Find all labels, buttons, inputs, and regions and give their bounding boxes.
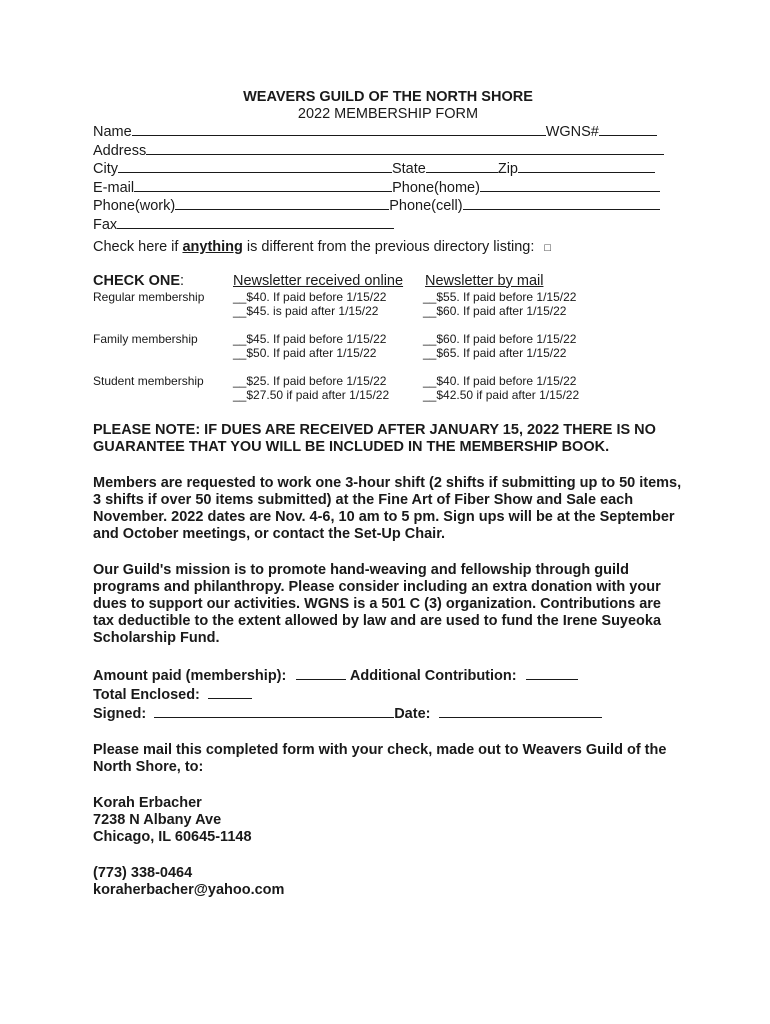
check-one-heading: CHECK ONE: xyxy=(93,272,185,289)
total-row xyxy=(93,685,683,704)
option-regular-online-after[interactable]: __$45. is paid after 1/15/22 xyxy=(233,303,379,318)
option-regular-online-before[interactable]: __$40. If paid before 1/15/22 xyxy=(233,289,387,304)
check-keyword: anything xyxy=(182,238,243,255)
name-row xyxy=(93,122,683,141)
contact-name: Korah Erbacher xyxy=(93,794,202,811)
total-label: Total Enclosed: xyxy=(93,686,200,703)
wgns-field[interactable] xyxy=(599,122,657,136)
fax-label: Fax xyxy=(93,216,118,233)
email-row xyxy=(93,178,683,197)
tier-student xyxy=(93,374,683,402)
contact-city: Chicago, IL 60645-1148 xyxy=(93,828,252,845)
address-field[interactable] xyxy=(146,141,664,155)
option-student-mail-before[interactable]: __$40. If paid before 1/15/22 xyxy=(423,373,577,388)
option-family-mail-after[interactable]: __$65. If paid after 1/15/22 xyxy=(423,345,567,360)
option-student-online-after[interactable]: __$27.50 if paid after 1/15/22 xyxy=(233,387,390,402)
option-family-mail-before[interactable]: __$60. If paid before 1/15/22 xyxy=(423,331,577,346)
tier-label: Family membership xyxy=(93,331,198,346)
payment-section xyxy=(93,666,683,723)
zip-field[interactable] xyxy=(518,159,655,173)
phone-home-field[interactable] xyxy=(480,178,660,192)
signed-label: Signed: xyxy=(93,705,147,722)
total-field[interactable] xyxy=(208,685,252,699)
directory-change-checkbox[interactable]: □ xyxy=(544,241,552,254)
phone-row xyxy=(93,196,683,215)
tier-regular xyxy=(93,290,683,318)
mission-note: Our Guild's mission is to promote hand-weaving and fellowship through guild programs and philanthropy. Please consider including an extra donation with your dues to support our activities. WGNS is a 501 C (3) organization. Contributions are tax deductible to the extent allowed by law and are used to fund the Irene Suyeoka Scholarship Fund. xyxy=(93,561,662,646)
contact-email[interactable]: koraherbacher@yahoo.com xyxy=(93,881,285,898)
fax-row xyxy=(93,215,683,234)
city-field[interactable] xyxy=(118,159,392,173)
address-label: Address xyxy=(93,142,147,159)
please-note: PLEASE NOTE: IF DUES ARE RECEIVED AFTER JANUARY 15, 2022 THERE IS NO GUARANTEE THAT YOU WILL BE INCLUDED IN THE MEMBERSHIP BOOK. xyxy=(93,421,656,455)
date-field[interactable] xyxy=(439,704,602,718)
mail-instructions: Please mail this completed form with your check, made out to Weavers Guild of the North Shore, to: xyxy=(93,741,667,775)
signed-row xyxy=(93,704,683,723)
additional-field[interactable] xyxy=(526,666,578,680)
state-label: State xyxy=(391,161,426,178)
membership-form xyxy=(93,88,683,899)
option-family-online-after[interactable]: __$50. If paid after 1/15/22 xyxy=(233,345,377,360)
col-online-heading: Newsletter received online xyxy=(233,272,404,289)
wgns-label: WGNS# xyxy=(545,124,599,140)
option-student-online-before[interactable]: __$25. If paid before 1/15/22 xyxy=(233,373,387,388)
option-regular-mail-before[interactable]: __$55. If paid before 1/15/22 xyxy=(423,289,577,304)
directory-change-line xyxy=(93,239,683,255)
amount-paid-field[interactable] xyxy=(296,666,346,680)
check-suffix: is different from the previous directory listing: xyxy=(246,238,535,255)
check-prefix: Check here if xyxy=(93,238,179,255)
city-row xyxy=(93,159,683,178)
amount-row xyxy=(93,666,683,685)
name-label: Name xyxy=(93,124,132,140)
signature-field[interactable] xyxy=(154,704,394,718)
contact-address xyxy=(93,795,683,846)
option-regular-mail-after[interactable]: __$60. If paid after 1/15/22 xyxy=(423,303,567,318)
form-title: WEAVERS GUILD OF THE NORTH SHORE xyxy=(243,89,533,105)
email-field[interactable] xyxy=(134,178,392,192)
tier-header xyxy=(93,273,683,289)
tier-family xyxy=(93,332,683,360)
form-subtitle: 2022 MEMBERSHIP FORM xyxy=(297,106,479,122)
shift-note: Members are requested to work one 3-hour shift (2 shifts if submitting up to 50 items, 3 shifts if over 50 items submitted) at the Fine Art of Fiber Show and Sale each November. 2022 dates are Nov. 4-6, 10 am to 5 pm. Sign ups will be at the September and October meetings, or contact the Set-Up Chair. xyxy=(93,474,682,542)
amount-paid-label: Amount paid (membership): xyxy=(93,667,287,684)
option-student-mail-after[interactable]: __$42.50 if paid after 1/15/22 xyxy=(423,387,580,402)
phone-home-label: Phone(home) xyxy=(392,179,480,196)
contact-info xyxy=(93,865,683,899)
tier-label: Student membership xyxy=(93,373,204,388)
phone-work-label: Phone(work) xyxy=(93,198,176,215)
name-field[interactable] xyxy=(132,122,546,136)
address-row xyxy=(93,141,683,160)
phone-work-field[interactable] xyxy=(175,196,389,210)
zip-label: Zip xyxy=(497,161,518,178)
city-label: City xyxy=(93,161,118,178)
additional-label: Additional Contribution: xyxy=(349,667,517,684)
phone-cell-field[interactable] xyxy=(463,196,660,210)
col-mail-heading: Newsletter by mail xyxy=(425,272,544,289)
contact-street: 7238 N Albany Ave xyxy=(93,811,222,828)
option-family-online-before[interactable]: __$45. If paid before 1/15/22 xyxy=(233,331,387,346)
email-label: E-mail xyxy=(93,179,135,196)
contact-phone: (773) 338-0464 xyxy=(93,864,193,881)
fax-field[interactable] xyxy=(117,215,394,229)
date-label: Date: xyxy=(394,705,431,722)
tier-label: Regular membership xyxy=(93,289,205,304)
phone-cell-label: Phone(cell) xyxy=(389,198,463,215)
state-field[interactable] xyxy=(426,159,498,173)
